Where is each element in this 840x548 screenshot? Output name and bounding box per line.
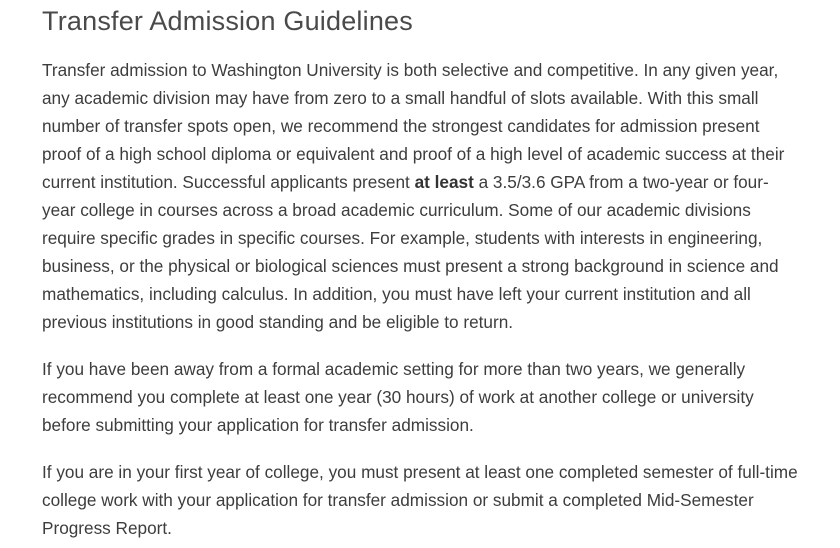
page-title: Transfer Admission Guidelines <box>42 6 413 36</box>
emphasis-at-least: at least <box>414 172 474 192</box>
paragraph-gpa-text-start: Transfer admission to Washington University is both selective and competitive. In any given year, any academic division may have from zero to a small handful of slots available. With this small number of transfer spots open, we recommend the strongest candidates for admission present proof of a high school diploma or equivalent and proof of a high level of academic success at their current institution. Successful applicants present <box>42 60 785 192</box>
paragraph-gpa-text-end: a 3.5/3.6 GPA from a two-year or four-year college in courses across a broad academic curriculum. Some of our academic divisions require specific grades in specific courses. For example, students with interests in engineering, business, or the physical or biological sciences must present a strong background in science and mathematics, including calculus. In addition, you must have left your current institution and all previous institutions in good standing and be eligible to return. <box>42 172 779 332</box>
paragraph-time-away: If you have been away from a formal academic setting for more than two years, we generally recommend you complete at least one year (30 hours) of work at another college or university before submitting your application for transfer admission. <box>42 359 754 435</box>
paragraph-first-year: If you are in your first year of college, you must present at least one completed semester of full-time college work with your application for transfer admission or submit a completed Mid-Semester Progress Report. <box>42 462 798 538</box>
paragraph-gpa-requirements <box>42 56 802 336</box>
